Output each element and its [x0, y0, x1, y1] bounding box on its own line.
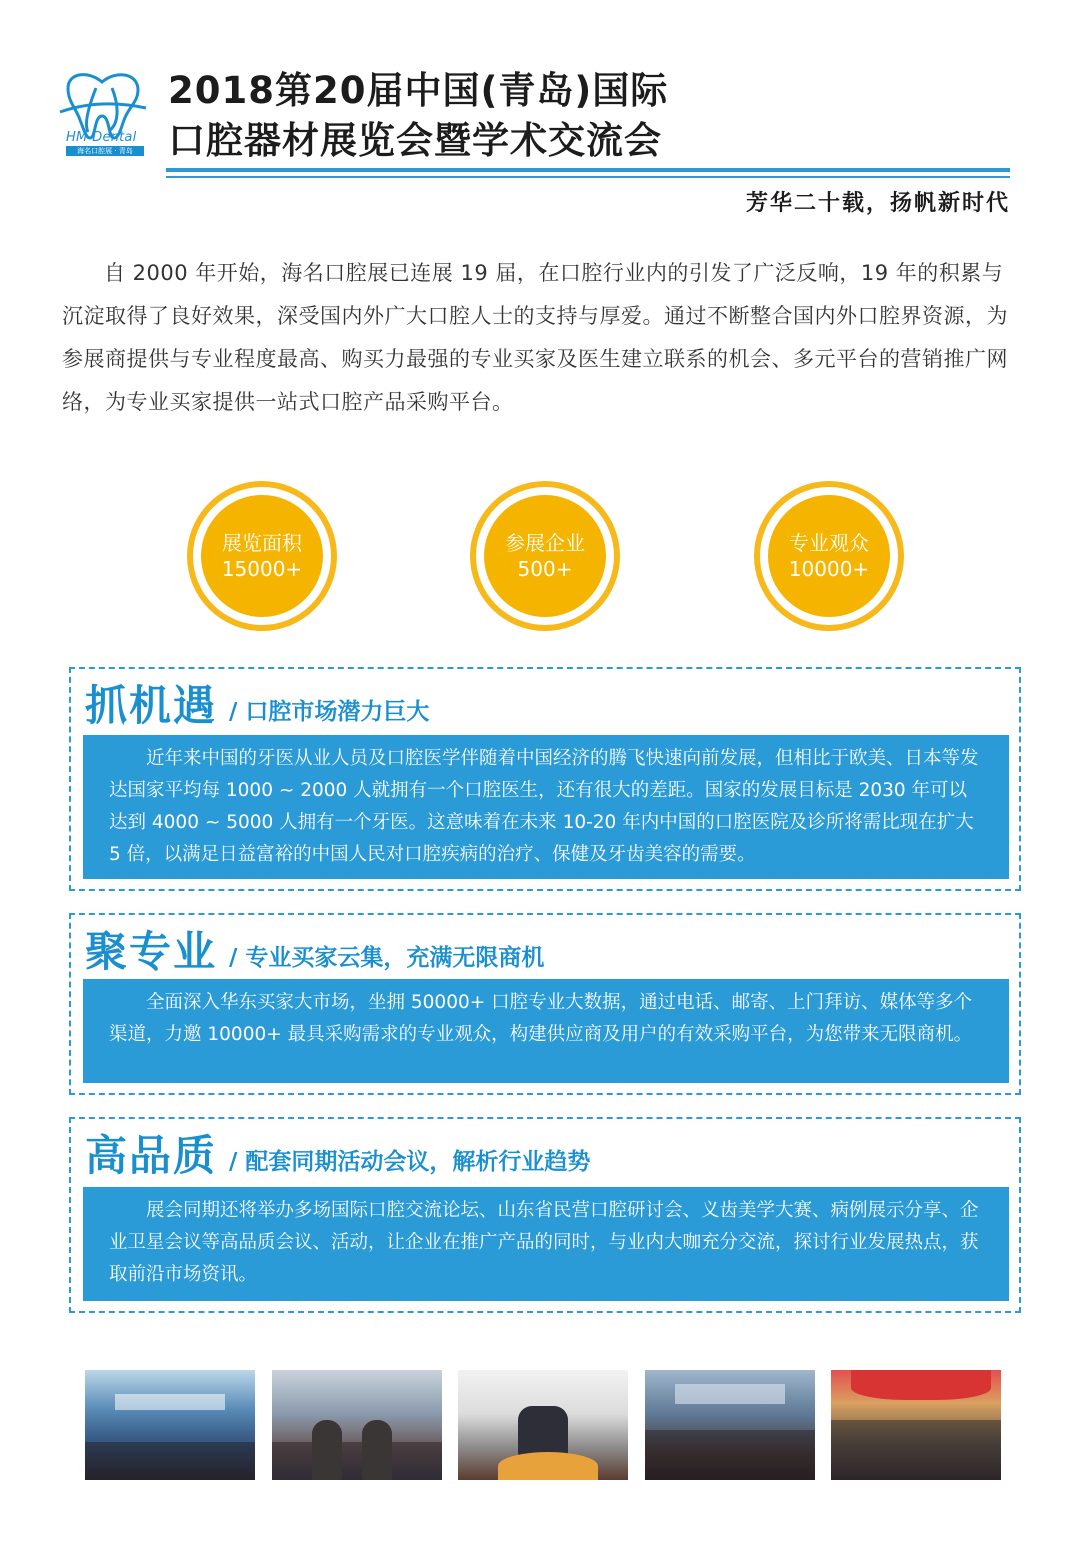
section-opportunity	[69, 667, 1021, 891]
section-header	[85, 929, 544, 975]
stat-label: 参展企业	[505, 531, 585, 555]
slogan: 芳华二十载，扬帆新时代	[745, 191, 1010, 216]
title-line-2: 口腔器材展览会暨学术交流会	[168, 119, 662, 162]
stat-label: 展览面积	[222, 531, 302, 555]
section-heading: 抓机遇	[85, 681, 218, 730]
section-body: 近年来中国的牙医从业人员及口腔医学伴随着中国经济的腾飞快速向前发展，但相比于欧美、日本等发达国家平均每 1000 ~ 2000 人就拥有一个口腔医生，还有很大的差距。国家的发展目标是 2030 年可以达到 4000 ~ 5000 人拥有一个牙医。这意味着在未来 10-20 年内中国的口腔医院及诊所将需比现在扩大 5 倍，以满足日益富裕的中国人民对口腔疾病的治疗、保健及牙齿美容的需要。	[83, 735, 1009, 879]
section-subheading: / 配套同期活动会议，解析行业趋势	[229, 1149, 591, 1175]
section-heading: 高品质	[85, 1131, 218, 1180]
page-title	[168, 66, 668, 166]
section-subheading: / 口腔市场潜力巨大	[229, 699, 430, 725]
intro-paragraph: 自 2000 年开始，海名口腔展已连展 19 届，在口腔行业内的引发了广泛反响，19 年的积累与沉淀取得了良好效果，深受国内外广大口腔人士的支持与厚爱。通过不断整合国内外口腔界资源，为参展商提供与专业程度最高、购买力最强的专业买家及医生建立联系的机会、多元平台的营销推广网络，为专业买家提供一站式口腔产品采购平台。	[62, 261, 1008, 414]
section-heading: 聚专业	[85, 927, 218, 976]
logo-subtext: 海名口腔展 · 青岛	[66, 146, 144, 156]
stat-exhibition-area	[187, 481, 337, 631]
photo-crowd	[831, 1370, 1001, 1480]
section-subheading: / 专业买家云集，充满无限商机	[229, 945, 545, 971]
stat-value: 500+	[517, 557, 573, 581]
title-line-1: 2018第20届中国(青岛)国际	[168, 69, 669, 112]
photo-conference	[645, 1370, 815, 1480]
stat-value: 15000+	[221, 557, 303, 581]
header-divider-thin	[166, 176, 1010, 178]
logo-text: HM-Dental	[66, 130, 137, 145]
stat-exhibitors	[470, 481, 620, 631]
header-divider	[166, 168, 1010, 172]
section-body: 展会同期还将举办多场国际口腔交流论坛、山东省民营口腔研讨会、义齿美学大赛、病例展示分享、企业卫星会议等高品质会议、活动，让企业在推广产品的同时，与业内大咖充分交流，探讨行业发展热点，获取前沿市场资讯。	[83, 1187, 1009, 1301]
stat-label: 专业观众	[789, 531, 869, 555]
stat-value: 10000+	[788, 557, 870, 581]
photo-exhibition-hall	[272, 1370, 442, 1480]
section-body: 全面深入华东买家大市场，坐拥 50000+ 口腔专业大数据，通过电话、邮寄、上门拜访、媒体等多个渠道，力邀 10000+ 最具采购需求的专业观众，构建供应商及用户的有效采购平台，为您带来无限商机。	[83, 979, 1009, 1083]
photo-speaker	[458, 1370, 628, 1480]
section-quality	[69, 1117, 1021, 1313]
section-header	[85, 1133, 590, 1179]
photo-opening-ceremony	[85, 1370, 255, 1480]
section-professional	[69, 913, 1021, 1095]
stat-visitors	[754, 481, 904, 631]
section-header	[85, 683, 429, 729]
